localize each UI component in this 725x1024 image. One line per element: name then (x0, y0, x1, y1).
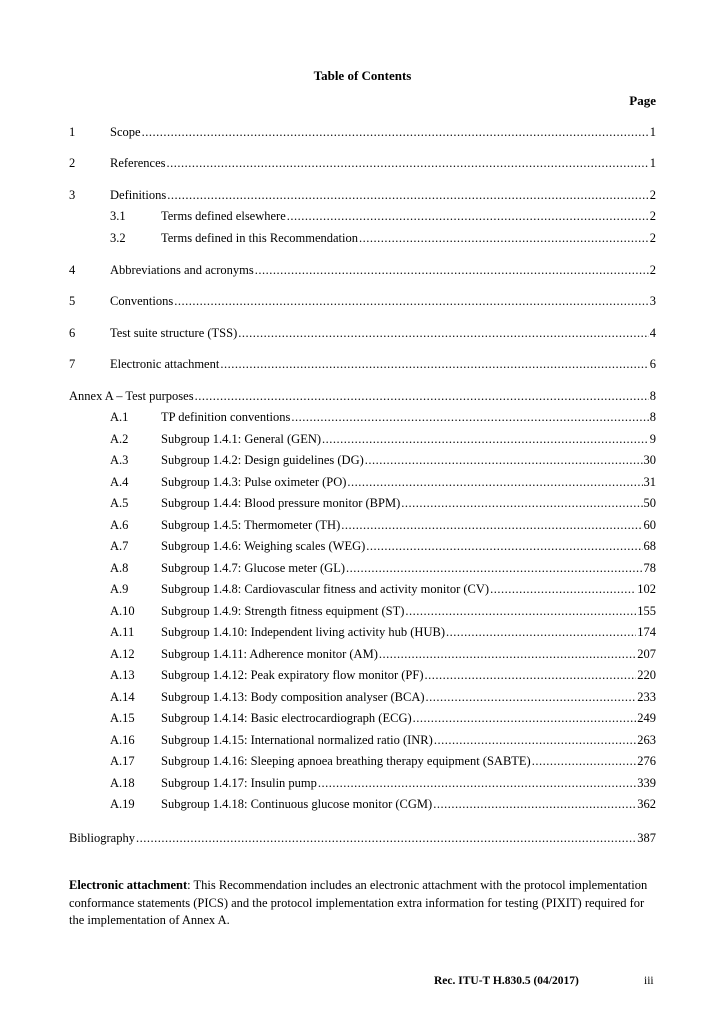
toc-entry-number: A.13 (110, 668, 135, 682)
toc-entry[interactable] (110, 752, 656, 770)
toc-dot-leader (238, 324, 649, 342)
toc-entry[interactable] (110, 451, 656, 469)
toc-entry-title: Subgroup 1.4.7: Glucose meter (GL) (161, 561, 345, 575)
toc-entry-page: 30 (643, 453, 656, 467)
toc-entry[interactable] (110, 408, 656, 426)
toc-entry-page: 8 (649, 410, 656, 424)
toc-entry[interactable] (110, 229, 656, 247)
toc-entry-title: Bibliography (69, 831, 135, 845)
toc-entry[interactable] (110, 494, 656, 512)
toc-dot-leader (359, 229, 649, 247)
toc-entry-title: Subgroup 1.4.8: Cardiovascular fitness and activity monitor (CV) (161, 582, 490, 596)
toc-entry-page: 1 (649, 125, 656, 139)
toc-entry-page: 387 (637, 831, 656, 845)
page-column-heading: Page (629, 93, 656, 108)
toc-entry-page: 174 (637, 625, 656, 639)
toc-entry-page: 1 (649, 156, 656, 170)
toc-dot-leader (366, 537, 642, 555)
toc-entry-number: A.19 (110, 797, 135, 811)
toc-entry[interactable] (69, 123, 656, 141)
toc-entry-title: Scope (110, 125, 141, 139)
toc-dot-leader (401, 494, 642, 512)
toc-entry-number: 6 (69, 326, 76, 340)
toc-entry-number: 2 (69, 156, 76, 170)
toc-entry[interactable] (110, 559, 656, 577)
toc-entry-page: 220 (637, 668, 656, 682)
toc-entry-number: A.9 (110, 582, 129, 596)
toc-entry[interactable] (110, 774, 656, 792)
toc-entry[interactable] (110, 731, 656, 749)
toc-title: Table of Contents (313, 68, 412, 83)
electronic-attachment-note (69, 877, 659, 930)
toc-entry-title: Abbreviations and acronyms (110, 263, 254, 277)
toc-entry-title: Subgroup 1.4.6: Weighing scales (WEG) (161, 539, 366, 553)
toc-entry-page: 78 (643, 561, 656, 575)
toc-dot-leader (446, 623, 636, 641)
toc-dot-leader (490, 580, 636, 598)
toc-entry[interactable] (110, 623, 656, 641)
toc-entry-number: A.6 (110, 518, 129, 532)
toc-entry-number: 3.1 (110, 209, 126, 223)
toc-entry-title: Subgroup 1.4.14: Basic electrocardiograph (ECG) (161, 711, 412, 725)
toc-dot-leader (318, 774, 636, 792)
toc-dot-leader (532, 752, 637, 770)
toc-entry-page: 9 (649, 432, 656, 446)
toc-entry-page: 6 (649, 357, 656, 371)
toc-entry[interactable] (110, 473, 656, 491)
toc-entry-page: 263 (637, 733, 656, 747)
toc-dot-leader (346, 559, 643, 577)
toc-entry-number: A.3 (110, 453, 129, 467)
toc-entry[interactable] (69, 186, 656, 204)
toc-entry[interactable] (110, 207, 656, 225)
toc-dot-leader (220, 355, 648, 373)
toc-entry-page: 155 (637, 604, 656, 618)
toc-entry-number: A.10 (110, 604, 135, 618)
toc-entry-number: 7 (69, 357, 76, 371)
toc-entry-title: Subgroup 1.4.3: Pulse oximeter (PO) (161, 475, 347, 489)
toc-entry-title: Electronic attachment (110, 357, 220, 371)
toc-entry[interactable] (110, 795, 656, 813)
toc-dot-leader (291, 408, 648, 426)
toc-dot-leader (142, 123, 649, 141)
toc-entry-page: 2 (649, 188, 656, 202)
toc-entry-page: 362 (637, 797, 656, 811)
toc-entry[interactable] (69, 292, 656, 310)
toc-entry[interactable] (110, 602, 656, 620)
toc-dot-leader (434, 731, 636, 749)
toc-entry-number: A.5 (110, 496, 129, 510)
toc-entry-number: A.16 (110, 733, 135, 747)
toc-entry-title: References (110, 156, 166, 170)
toc-entry[interactable] (110, 688, 656, 706)
toc-dot-leader (287, 207, 649, 225)
toc-dot-leader (174, 292, 649, 310)
toc-entry-number: A.7 (110, 539, 129, 553)
toc-entry[interactable] (110, 666, 656, 684)
toc-entry-title: Test suite structure (TSS) (110, 326, 238, 340)
toc-entry-title: Annex A – Test purposes (69, 389, 194, 403)
toc-entry-number: 5 (69, 294, 76, 308)
toc-entry-page: 207 (637, 647, 656, 661)
toc-dot-leader (255, 261, 649, 279)
toc-entry-number: A.12 (110, 647, 135, 661)
toc-entry-page: 3 (649, 294, 656, 308)
toc-entry-title: Subgroup 1.4.9: Strength fitness equipment (ST) (161, 604, 405, 618)
toc-entry-page: 8 (649, 389, 656, 403)
toc-dot-leader (322, 430, 649, 448)
toc-entry-title: Subgroup 1.4.5: Thermometer (TH) (161, 518, 341, 532)
toc-entry[interactable] (110, 516, 656, 534)
toc-dot-leader (347, 473, 642, 491)
toc-entry-number: A.2 (110, 432, 129, 446)
toc-dot-leader (167, 186, 649, 204)
toc-entry-page: 233 (637, 690, 656, 704)
toc-dot-leader (379, 645, 636, 663)
toc-entry[interactable] (69, 154, 656, 172)
toc-entry[interactable] (110, 430, 656, 448)
toc-entry-title: Subgroup 1.4.18: Continuous glucose monitor (CGM) (161, 797, 433, 811)
toc-dot-leader (136, 829, 636, 847)
toc-entry[interactable] (69, 829, 656, 847)
footer-reference: Rec. ITU-T H.830.5 (04/2017) (434, 975, 579, 987)
toc-entry-number: A.18 (110, 776, 135, 790)
toc-entry[interactable] (110, 709, 656, 727)
toc-entry[interactable] (69, 324, 656, 342)
toc-entry-title: Subgroup 1.4.13: Body composition analyser (BCA) (161, 690, 425, 704)
toc-dot-leader (341, 516, 642, 534)
toc-entry-page: 60 (643, 518, 656, 532)
note-label: Electronic attachment (69, 878, 188, 892)
toc-dot-leader (413, 709, 637, 727)
toc-entry-number: A.11 (110, 625, 135, 639)
toc-entry-page: 2 (649, 263, 656, 277)
toc-entry-title: Subgroup 1.4.4: Blood pressure monitor (BPM) (161, 496, 401, 510)
toc-dot-leader (167, 154, 649, 172)
footer-page-number: iii (644, 975, 654, 987)
toc-entry[interactable] (69, 261, 656, 279)
toc-entry-title: Subgroup 1.4.15: International normalized ratio (INR) (161, 733, 433, 747)
toc-entry-page: 339 (637, 776, 656, 790)
toc-entry-page: 2 (649, 209, 656, 223)
toc-entry-number: A.15 (110, 711, 135, 725)
toc-entry[interactable] (110, 580, 656, 598)
toc-entry-title: TP definition conventions (161, 410, 291, 424)
toc-entry-number: 1 (69, 125, 76, 139)
toc-entry-title: Subgroup 1.4.12: Peak expiratory flow monitor (PF) (161, 668, 424, 682)
toc-entry-title: Subgroup 1.4.2: Design guidelines (DG) (161, 453, 364, 467)
toc-entry-title: Terms defined elsewhere (161, 209, 286, 223)
toc-dot-leader (405, 602, 636, 620)
toc-dot-leader (433, 795, 636, 813)
toc-entry[interactable] (110, 645, 656, 663)
toc-dot-leader (195, 387, 649, 405)
toc-entry[interactable] (110, 537, 656, 555)
toc-entry[interactable] (69, 387, 656, 405)
toc-dot-leader (426, 688, 637, 706)
toc-dot-leader (424, 666, 636, 684)
toc-entry-title: Subgroup 1.4.11: Adherence monitor (AM) (161, 647, 378, 661)
toc-entry-number: A.4 (110, 475, 129, 489)
toc-entry-number: A.17 (110, 754, 135, 768)
toc-entry-number: A.14 (110, 690, 135, 704)
toc-entry-title: Definitions (110, 188, 167, 202)
toc-entry-page: 68 (643, 539, 656, 553)
toc-entry-title: Subgroup 1.4.17: Insulin pump (161, 776, 317, 790)
toc-entry-number: 3.2 (110, 231, 126, 245)
note-text: : This Recommendation includes an electronic attachment with the protocol implementation conformance statements (PICS) and the protocol implementation extra information for testing (PIXIT) required for the implementation of Annex A. (69, 878, 648, 927)
toc-entry-page: 276 (637, 754, 656, 768)
toc-entry-page: 2 (649, 231, 656, 245)
toc-entry-title: Terms defined in this Recommendation (161, 231, 358, 245)
toc-entry-title: Subgroup 1.4.16: Sleeping apnoea breathing therapy equipment (SABTE) (161, 754, 531, 768)
toc-entry-number: 3 (69, 188, 76, 202)
toc-entry-page: 102 (637, 582, 656, 596)
toc-entry[interactable] (69, 355, 656, 373)
toc-entry-number: A.1 (110, 410, 129, 424)
toc-entry-number: 4 (69, 263, 76, 277)
toc-entry-number: A.8 (110, 561, 129, 575)
toc-entry-title: Conventions (110, 294, 174, 308)
toc-entry-page: 50 (643, 496, 656, 510)
toc-entry-title: Subgroup 1.4.1: General (GEN) (161, 432, 322, 446)
toc-entry-page: 249 (637, 711, 656, 725)
toc-dot-leader (365, 451, 643, 469)
toc-entry-page: 31 (643, 475, 656, 489)
toc-entry-title: Subgroup 1.4.10: Independent living activity hub (HUB) (161, 625, 445, 639)
toc-entry-page: 4 (649, 326, 656, 340)
